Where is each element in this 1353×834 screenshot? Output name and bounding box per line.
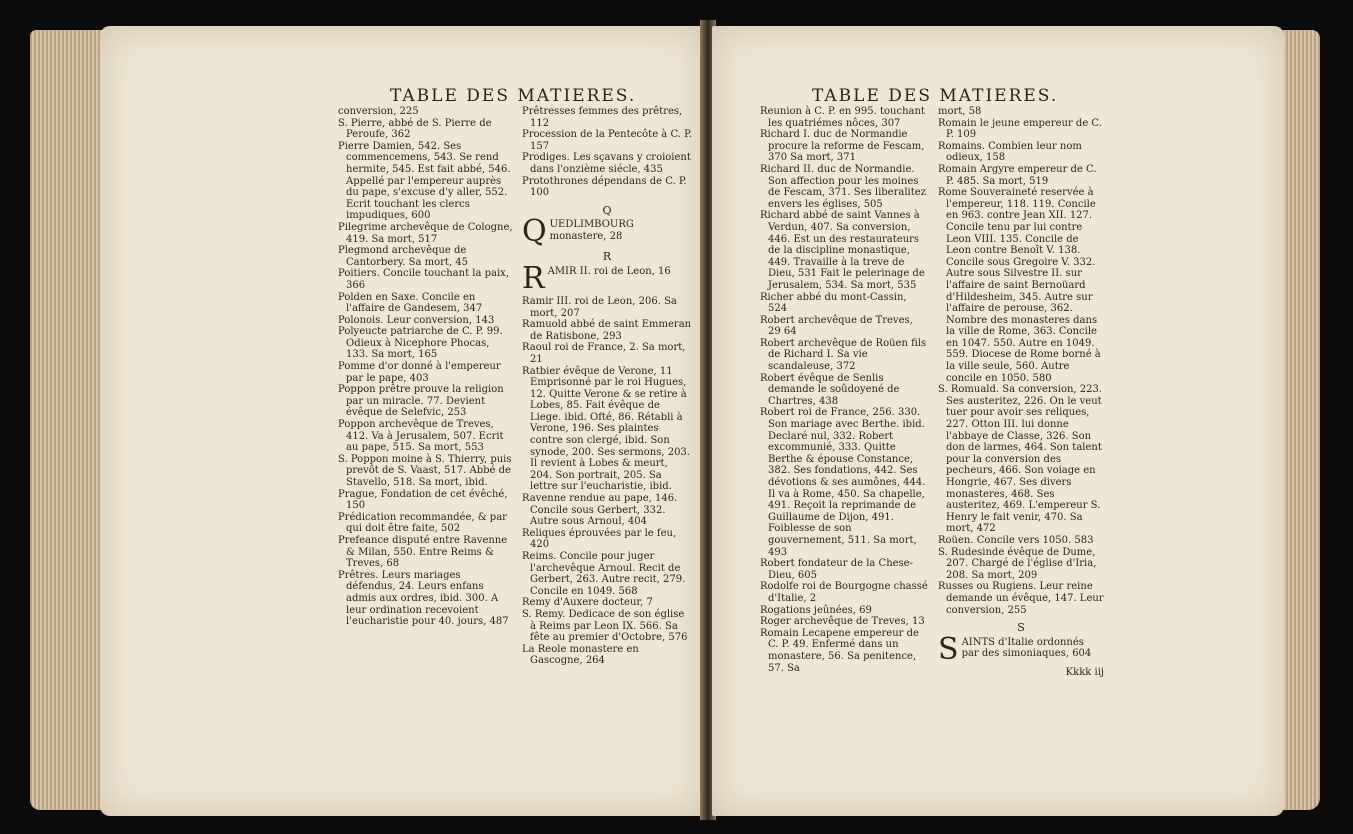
index-entry: Pomme d'or donné à l'empereur par le pape, 403 (338, 361, 501, 384)
index-entry: Rodolfe roi de Bourgogne chassé d'Italie, 2 (760, 581, 928, 604)
r-entry-text: AMIR II. roi de Leon, 16 (547, 265, 671, 277)
right-column-1 (760, 106, 928, 674)
index-entry: La Reole monastere en Gascogne, 264 (522, 643, 639, 667)
letter-heading-q: Q (602, 203, 612, 217)
letter-heading-r: R (602, 250, 612, 264)
left-column-2 (522, 106, 692, 667)
left-page-header: TABLE DES MATIERES. (390, 86, 637, 106)
index-entry: S. Romuald. Sa conversion, 223. Ses austeritez, 226. On le veut tuer pour avoir ses reliques, 227. Otton III. lui donne l'abbaye de Classe, 326. Son don de larmes, 464. Son talent pour la conversion des pecheurs, 466. Son voiage en Hongrie, 467. Ses divers monasteres, 468. Ses austeritez, 469. L'empereur S. Henry le fait venir, 470. Sa mort, 472 (938, 384, 1103, 535)
index-entry: Prague, Fondation de cet évêché, 150 (338, 488, 508, 512)
index-entry: S. Remy. Dedicace de son église à Reims par Leon IX. 566. Sa fête au premier d'Octobre, 576 (522, 608, 688, 644)
index-entry: S. Pierre, abbé de S. Pierre de Peroufe, 362 (338, 117, 492, 141)
signature-mark: Kkkk iij (1065, 666, 1104, 678)
index-entry: S. Rudesinde évêque de Dume, 207. Chargé de l'église d'Iria, 208. Sa mort, 209 (938, 546, 1097, 581)
entry-quedlimbourg (522, 214, 692, 250)
index-entry: Protothrones dépendans de C. P. 100 (522, 175, 687, 199)
index-entry: Roger archevêque de Treves, 13 (760, 616, 925, 628)
index-entry: Poppon prêtre prouve la religion par un miracle. 77. Devient évêque de Selefvic, 253 (338, 384, 504, 419)
index-entry: mort, 58 (938, 106, 982, 117)
index-entry: S. Poppon moine à S. Thierry, puis prevôt de S. Vaast, 517. Abbé de Stavello, 518. Sa mort, ibid. (338, 453, 512, 488)
drop-cap-q: Q (522, 214, 547, 250)
index-entry: Prefeance disputé entre Ravenne & Milan, 550. Entre Reims & Treves, 68 (338, 534, 508, 570)
index-entry: Prêtresses femmes des prêtres, 112 (522, 106, 683, 129)
index-entry: Romain Argyre empereur de C. P. 485. Sa mort, 519 (938, 163, 1097, 187)
index-entry: Prodiges. Les sçavans y croioient dans l'onzième siécle, 435 (522, 152, 691, 175)
entry-saints (938, 631, 1104, 667)
index-entry: Roüen. Concile vers 1050. 583 (938, 534, 1094, 546)
index-entry: Rome Souveraineté reservée à l'empereur, 118. 119. Concile en 963. contre Jean XII. 127. Concile tenu par lui contre Leon VIII. 135. Concile de Leon contre Benoît V. 138. Concile sous Gregoire V. 332. Autre sous Silvestre II. sur l'affaire de saint Bernoüard d'Hildesheim, 345. Autre sur l'affaire de perouse, 362. Nombre des monasteres dans la ville de Rome, 363. Concile en 1047. 550. Autre en 1049. 559. Diocese de Rome borné à la ville seule, 560. Autre concile en 1050. 580 (938, 187, 1101, 384)
index-entry: Robert archevêque de Roüen fils de Richard I. Sa vie scandaleuse, 372 (760, 337, 927, 373)
index-entry: Romains. Combien leur nom odieux, 158 (938, 140, 1082, 164)
index-entry: Prêtres. Leurs mariages défendus, 24. Leurs enfans admis aux ordres, ibid. 300. A leur ordination recevoient l'eucharistie pour 40. jours, 487 (338, 569, 509, 628)
index-entry: Richard abbé de saint Vannes à Verdun, 407. Sa conversion, 446. Est un des restaurateurs de la discipline monastique, 449. Travaille à la treve de Dieu, 531 Fait le pelerinage de Jerusalem, 534. Sa mort, 535 (760, 210, 925, 291)
index-entry: Raoul roi de France, 2. Sa mort, 21 (522, 342, 686, 365)
index-entry: Russes ou Rugiens. Leur reine demande un évêque, 147. Leur conversion, 255 (938, 581, 1104, 616)
index-entry: Robert roi de France, 256. 330. Son mariage avec Berthe. ibid. Declaré nul, 332. Robert excommunié, 333. Quitte Berthe & épouse Constance, 382. Ses fondations, 442. Ses dévotions & ses aumônes, 444. Il va à Rome, 450. Sa chapelle, 491. Reçoit la reprimande de Guillaume de Dijon, 491. Foiblesse de son gouvernement, 511. Sa mort, 493 (760, 407, 926, 558)
index-entry: Pierre Damien, 542. Ses commencemens, 543. Se rend hermite, 545. Est fait abbé, 546. Appellé par l'empereur auprès du pape, s'excuse d'y aller, 552. Ecrit touchant les clercs impudiques, 600 (338, 140, 511, 222)
index-entry: conversion, 225 (338, 106, 419, 117)
index-entry: Poppon archevêque de Treves, 412. Va à Jerusalem, 507. Ecrit au pape, 515. Sa mort, 553 (338, 419, 504, 454)
index-entry: Polyeucte patriarche de C. P. 99. Odieux à Nicephore Phocas, 133. Sa mort, 165 (338, 326, 503, 361)
index-entry: Poitiers. Concile touchant la paix, 366 (338, 268, 509, 291)
index-entry: Richer abbé du mont-Cassin, 524 (760, 291, 907, 315)
left-column-1 (338, 106, 513, 628)
index-entry: Prédication recommandée, & par qui doit être faite, 502 (338, 511, 507, 535)
index-entry: Robert archevêque de Treves, 29 64 (760, 314, 913, 338)
index-entry: Rogations jeûnées, 69 (760, 604, 872, 616)
index-entry: Reliques éprouvées par le feu, 420 (522, 527, 677, 551)
left-page (100, 26, 704, 816)
index-entry: Remy d'Auxere docteur, 7 (522, 597, 653, 609)
drop-cap-s: S (938, 631, 959, 667)
index-entry: Plegmond archevêque de Cantorbery. Sa mort, 45 (338, 245, 469, 268)
s-entry-text: AINTS d'Italie ordonnés par des simoniaques, 604 (961, 636, 1092, 660)
index-entry: Polonois. Leur conversion, 143 (338, 314, 495, 326)
index-entry: Ratbier évêque de Verone, 11 Emprisonné par le roi Hugues, 12. Quitte Verone & se retire à Lobes, 85. Fait évêque de Liege. ibid. Ofté, 86. Rétabli à Verone, 196. Ses plaintes contre son clergé, ibid. Son synode, 200. Ses sermons, 203. Il revient à Lobes & meurt, 204. Son portrait, 205. Sa lettre sur l'eucharistie, ibid. (522, 365, 690, 493)
letter-heading-s: S (1017, 621, 1025, 635)
q-entry-text: UEDLIMBOURG monastere, 28 (549, 219, 634, 242)
drop-cap-r: R (522, 260, 545, 296)
index-entry: Romain Lecapene empereur de C. P. 49. Enfermé dans un monastere, 56. Sa penitence, 57. Sa (760, 627, 919, 674)
index-entry: Richard I. duc de Normandie procure la reforme de Fescam, 370 Sa mort, 371 (760, 129, 925, 164)
right-column-2 (938, 106, 1104, 678)
index-entry: Polden en Saxe. Concile en l'affaire de Gandesem, 347 (338, 291, 483, 315)
index-entry: Richard II. duc de Normandie. Son affection pour les moines de Fescam, 371. Ses liberalitez envers les églises, 505 (760, 163, 926, 210)
index-entry: Procession de la Pentecôte à C. P. 157 (522, 129, 692, 152)
entry-ramir (522, 260, 692, 296)
index-entry: Ramuold abbé de saint Emmeran de Ratisbone, 293 (522, 319, 692, 342)
index-entry: Pilegrime archevêque de Cologne, 419. Sa mort, 517 (338, 221, 513, 245)
index-entry: Ravenne rendue au pape, 146. Concile sous Gerbert, 332. Autre sous Arnoul, 404 (522, 493, 678, 528)
index-entry: Robert évêque de Senlis demande le soûdoyené de Chartres, 438 (760, 372, 900, 407)
index-entry: Reims. Concile pour juger l'archevêque Arnoul. Recit de Gerbert, 263. Autre recit, 279. Concile en 1049. 568 (522, 551, 686, 597)
index-entry: Romain le jeune empereur de C. P. 109 (938, 117, 1102, 141)
right-page-header: TABLE DES MATIERES. (812, 86, 1059, 106)
index-entry: Robert fondateur de la Chese-Dieu, 605 (760, 558, 913, 581)
index-entry: Ramir III. roi de Leon, 206. Sa mort, 207 (522, 295, 677, 319)
right-page (712, 26, 1284, 816)
index-entry: Reunion à C. P. en 995. touchant les quatriémes nôces, 307 (760, 106, 925, 129)
